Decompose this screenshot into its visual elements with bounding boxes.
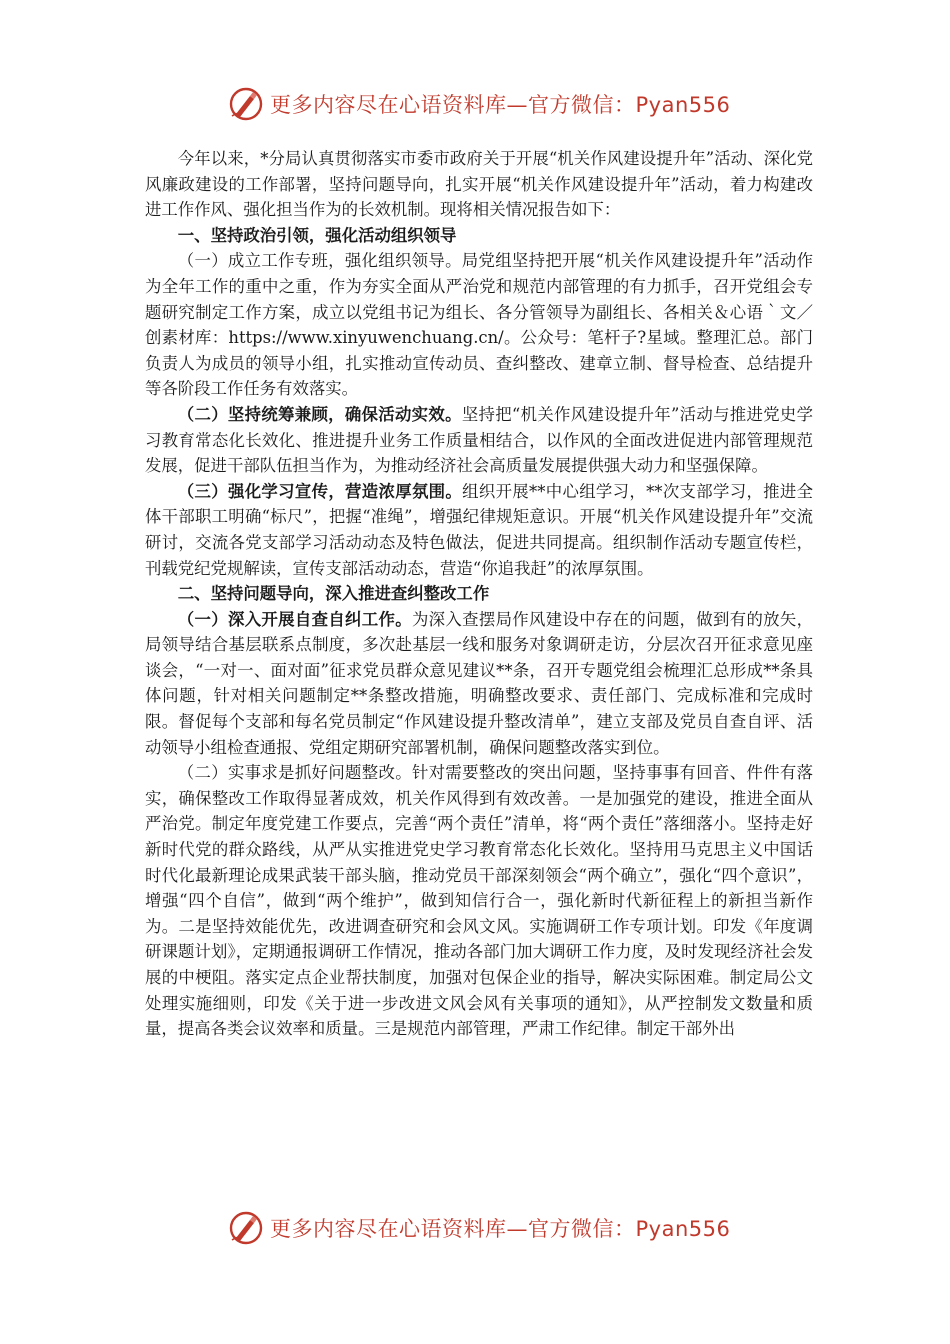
paragraph-lead: （三）强化学习宣传，营造浓厚氛围。 <box>177 481 463 501</box>
paragraph-text: 组织开展**中心组学习，**次支部学习，推进全体干部职工明确“标尺”，把握“准绳”，增强纪律规矩意识。开展“机关作风建设提升年”交流研讨，交流各党支部学习活动动态及特色做法，促进共同提高。组织制作活动专题宣传栏，刊载党纪党规解读，宣传支部活动动态，营造“你追我赶”的浓厚氛围。 <box>145 481 814 578</box>
paragraph-1-1 <box>145 248 813 402</box>
paragraph-2-2 <box>145 760 813 1042</box>
paragraph-1-3 <box>145 479 813 581</box>
banner-text: 更多内容尽在心语资料库—官方微信：Pyan556 <box>270 93 731 117</box>
footer-banner <box>228 1208 748 1248</box>
section-heading-1: 一、坚持政治引领，强化活动组织领导 <box>177 225 457 245</box>
section-heading-2: 二、坚持问题导向，深入推进查纠整改工作 <box>177 584 490 604</box>
paragraph-lead: （二）坚持统筹兼顾，确保活动实效。 <box>177 404 462 424</box>
document-body <box>145 146 813 1042</box>
pen-circle-logo-icon <box>228 1210 264 1246</box>
paragraph-text: 为深入查摆局作风建设中存在的问题，做到有的放矢，局领导结合基层联系点制度，多次赴基层一线和服务对象调研走访，分层次召开征求意见座谈会，“一对一、面对面”征求党员群众意见建议**条，召开专题党组会梳理汇总形成**条具体问题，针对相关问题制定**条整改措施，明确整改要求、责任部门、完成标准和完成时限。督促每个支部和每名党员制定“作风建设提升整改清单”，建立支部及党员自查自评、活动领导小组检查通报、党组定期研究部署机制，确保问题整改落实到位。 <box>145 609 814 757</box>
paragraph-text: （一）成立工作专班，强化组织领导。局党组坚持把开展“机关作风建设提升年”活动作为全年工作的重中之重，作为夯实全面从严治党和规范内部管理的有力抓手，召开党组会专题研究制定工作方案，成立以党组书记为组长、各分管领导为副组长、各相关＆心语｀文／创素材库：https://www.xinyuwenchuang.cn/。公众号：笔杆子?星域。整理汇总。部门负责人为成员的领导小组，扎实推动宣传动员、查纠整改、建章立制、督导检查、总结提升等各阶段工作任务有效落实。 <box>145 251 813 399</box>
header-banner <box>228 84 748 124</box>
paragraph-1-2 <box>145 402 813 479</box>
banner-text: 更多内容尽在心语资料库—官方微信：Pyan556 <box>270 1217 731 1241</box>
intro-paragraph: 今年以来，*分局认真贯彻落实市委市政府关于开展“机关作风建设提升年”活动、深化党风廉政建设的工作部署，坚持问题导向，扎实开展“机关作风建设提升年”活动，着力构建改进工作作风、强化担当作为的长效机制。现将相关情况报告如下： <box>145 149 813 220</box>
pen-circle-logo-icon <box>228 86 264 122</box>
paragraph-text: 坚持把“机关作风建设提升年”活动与推进党史学习教育常态化长效化、推进提升业务工作质量相结合，以作风的全面改进促进内部管理规范发展，促进干部队伍担当作为，为推动经济社会高质量发展提供强大动力和坚强保障。 <box>145 404 814 476</box>
paragraph-lead: （一）深入开展自查自纠工作。 <box>177 609 412 629</box>
paragraph-text: （二）实事求是抓好问题整改。针对需要整改的突出问题，坚持事事有回音、件件有落实，确保整改工作取得显著成效，机关作风得到有效改善。一是加强党的建设，推进全面从严治党。制定年度党建工作要点，完善“两个责任”清单，将“两个责任”落细落小。坚持走好新时代党的群众路线，从严从实推进党史学习教育常态化长效化。坚持用马克思主义中国话时代化最新理论成果武装干部头脑，推动党员干部深刻领会“两个确立”，强化“四个意识”，增强“四个自信”，做到“两个维护”，做到知信行合一，强化新时代新征程上的新担当新作为。二是坚持效能优先，改进调查研究和会风文风。实施调研工作专项计划。印发《年度调研课题计划》，定期通报调研工作情况，推动各部门加大调研工作力度，及时发现经济社会发展的中梗阻。落实定点企业帮扶制度，加强对包保企业的指导，解决实际困难。制定局公文处理实施细则，印发《关于进一步改进文风会风有关事项的通知》，从严控制发文数量和质量，提高各类会议效率和质量。三是规范内部管理，严肃工作纪律。制定干部外出 <box>145 763 813 1039</box>
paragraph-2-1 <box>145 607 813 761</box>
